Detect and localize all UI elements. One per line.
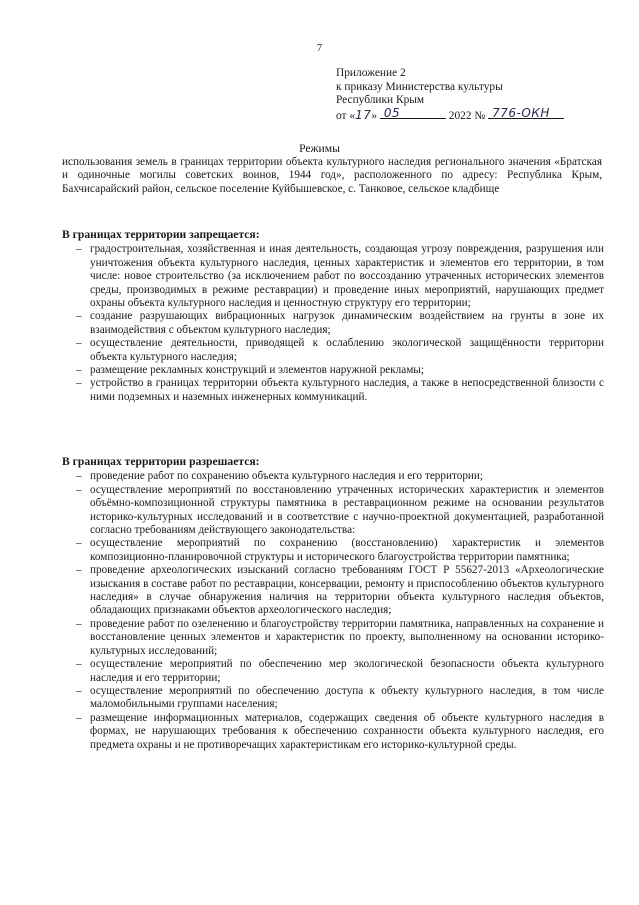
appendix-date-line [336, 108, 616, 124]
prohibited-list [62, 243, 604, 404]
list-item: – размещение рекламных конструкций и элементов наружной рекламы; [62, 364, 604, 377]
year-and-number-label: 2022 № [448, 109, 486, 122]
list-item: – градостроительная, хозяйственная и иная деятельность, создающая угрозу повреждения, разрушения или уничтожения объекта культурного наследия, ценных характеристик и элементов его территории, в том числе: новое строительство (за исключением работ по воссозданию утраченных исторических элементов среды, производимых в режиме реставрации) и проведение иных мероприятий, нарушающих предмет охраны объекта культурного наследия и ценностную структуру его территории; [62, 243, 604, 310]
number-underline [488, 108, 564, 119]
allowed-heading: В границах территории разрешается: [62, 455, 260, 468]
handwritten-month: 05 [383, 106, 401, 121]
appendix-title: Приложение 2 [336, 67, 406, 79]
intro-paragraph: использования земель в границах территории объекта культурного наследия регионального значения «Братская и одиночные могилы советских воинов, 1944 год», расположенного по адресу: Республика Крым, Бахчисарайский район, сельское поселение Куйбышевское, с. Танковое, сельское кладбище [62, 156, 602, 195]
list-item: – осуществление мероприятий по сохранению (восстановлению) характеристик и элементов композиционно-планировочной структуры и исторического благоустройства территории памятника; [62, 537, 604, 564]
list-item: – осуществление мероприятий по обеспечению мер экологической безопасности объекта культурного наследия и его территории; [62, 658, 604, 685]
page-number: 7 [316, 43, 323, 54]
prohibited-section [62, 228, 604, 404]
list-item: – проведение археологических изысканий согласно требованиям ГОСТ Р 55627-2013 «Археологические изыскания в составе работ по реставрации, консервации, ремонту и приспособлению объектов культурного наследия» в случае обнаружения наличия на территории объекта культурного наследия объектов, обладающих признаками объектов археологического наследия; [62, 564, 604, 618]
appendix-block [336, 67, 616, 123]
document-title: Режимы [299, 142, 340, 155]
list-item: – осуществление мероприятий по восстановлению утраченных исторических характеристик и элементов объёмно-композиционной структуры памятника в реставрационном режиме на основании результатов историко-культурных исследований и в соответствие с научно-проектной документацией, разработанной согласно требованиям действующего законодательства: [62, 484, 604, 538]
month-underline [380, 108, 446, 119]
appendix-order-ref: к приказу Министерства культуры [336, 80, 503, 93]
list-item: – осуществление деятельности, приводящей к ослаблению экологической защищённости территории объекта культурного наследия; [62, 337, 604, 364]
prohibited-heading: В границах территории запрещается: [62, 228, 260, 241]
list-item: – проведение работ по озеленению и благоустройству территории памятника, направленных на сохранение и восстановление ценных элементов и характеристик по проекту, выполненному на основании историко-культурных исследований; [62, 618, 604, 658]
handwritten-order-number: 776-ОКН [492, 106, 550, 121]
list-item: – проведение работ по сохранению объекта культурного наследия и его территории; [62, 470, 604, 483]
allowed-section [62, 455, 604, 752]
handwritten-day: 17 [355, 107, 372, 122]
date-quote-close: » [371, 109, 378, 122]
list-item: – размещение информационных материалов, содержащих сведения об объекте культурного наследия в формах, не нарушающих требования к обеспечению сохранности объекта культурного наследия, его предмета охраны и не противоречащих характеристикам его историко-культурной среды. [62, 712, 604, 752]
list-item: – осуществление мероприятий по обеспечению доступа к объекту культурного наследия, в том числе маломобильными группами населения; [62, 685, 604, 712]
date-prefix: от « [336, 109, 356, 122]
allowed-list [62, 470, 604, 752]
appendix-republic: Республики Крым [336, 94, 425, 107]
list-item: – создание разрушающих вибрационных нагрузок динамическим воздействием на грунты в зоне их взаимодействия с объектом культурного наследия; [62, 310, 604, 337]
list-item: – устройство в границах территории объекта культурного наследия, а также в непосредственной близости с ними подземных и наземных инженерных коммуникаций. [62, 377, 604, 404]
